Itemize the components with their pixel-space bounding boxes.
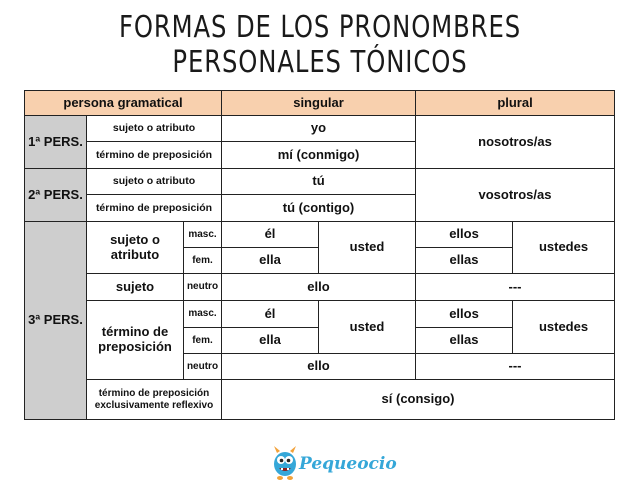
p3-plural-neutro-2: --- bbox=[416, 354, 615, 380]
p3-plural-fem-2: ellas bbox=[416, 328, 513, 354]
p3-singular-fem: ella bbox=[222, 248, 319, 274]
person-3-label: 3ª PERS. bbox=[25, 222, 87, 420]
p3-termino-label: término de preposición bbox=[87, 301, 184, 380]
table-row bbox=[25, 222, 615, 248]
page-title: FORMAS DE LOS PRONOMBRES PERSONALES TÓNICOS bbox=[118, 10, 522, 80]
p1-sujeto-label: sujeto o atributo bbox=[87, 116, 222, 142]
monster-mascot-icon bbox=[270, 444, 300, 482]
p3-plural-neutro: --- bbox=[416, 274, 615, 301]
p3-plural-masc: ellos bbox=[416, 222, 513, 248]
p1-termino-label: término de preposición bbox=[87, 142, 222, 169]
table-row bbox=[25, 116, 615, 142]
p3-singular-masc: él bbox=[222, 222, 319, 248]
header-plural: plural bbox=[416, 91, 615, 116]
p2-plural: vosotros/as bbox=[416, 169, 615, 222]
table-header-row bbox=[25, 91, 615, 116]
table-row bbox=[25, 169, 615, 195]
p3-neutro-label: neutro bbox=[184, 274, 222, 301]
p3-ustedes: ustedes bbox=[513, 222, 615, 274]
p1-singular-termino: mí (conmigo) bbox=[222, 142, 416, 169]
p3-sujeto-label: sujeto bbox=[87, 274, 184, 301]
p3-singular-fem-2: ella bbox=[222, 328, 319, 354]
p3-reflexivo-label: término de preposición exclusivamente reflexivo bbox=[87, 380, 222, 420]
p2-sujeto-label: sujeto o atributo bbox=[87, 169, 222, 195]
p3-fem-label-2: fem. bbox=[184, 328, 222, 354]
p3-singular-neutro-2: ello bbox=[222, 354, 416, 380]
table-row bbox=[25, 301, 615, 328]
p2-singular-termino: tú (contigo) bbox=[222, 195, 416, 222]
p3-fem-label: fem. bbox=[184, 248, 222, 274]
p2-singular-sujeto: tú bbox=[222, 169, 416, 195]
p3-masc-label: masc. bbox=[184, 222, 222, 248]
pequeocio-logo bbox=[270, 444, 397, 484]
p3-singular-neutro: ello bbox=[222, 274, 416, 301]
pronouns-table bbox=[24, 90, 615, 420]
p3-neutro-label-2: neutro bbox=[184, 354, 222, 380]
p2-termino-label: término de preposición bbox=[87, 195, 222, 222]
p3-ustedes-2: ustedes bbox=[513, 301, 615, 354]
person-1-label: 1ª PERS. bbox=[25, 116, 87, 169]
p3-plural-masc-2: ellos bbox=[416, 301, 513, 328]
p3-singular-masc-2: él bbox=[222, 301, 319, 328]
header-singular: singular bbox=[222, 91, 416, 116]
p3-usted: usted bbox=[319, 222, 416, 274]
table-row bbox=[25, 274, 615, 301]
p1-singular-sujeto: yo bbox=[222, 116, 416, 142]
person-2-label: 2ª PERS. bbox=[25, 169, 87, 222]
logo-text: Pequeocio bbox=[299, 454, 397, 474]
table-row bbox=[25, 380, 615, 420]
p3-reflexivo-value: sí (consigo) bbox=[222, 380, 615, 420]
header-persona: persona gramatical bbox=[25, 91, 222, 116]
p3-sujeto-atributo-label: sujeto o atributo bbox=[87, 222, 184, 274]
p3-usted-2: usted bbox=[319, 301, 416, 354]
p1-plural: nosotros/as bbox=[416, 116, 615, 169]
p3-masc-label-2: masc. bbox=[184, 301, 222, 328]
p3-plural-fem: ellas bbox=[416, 248, 513, 274]
